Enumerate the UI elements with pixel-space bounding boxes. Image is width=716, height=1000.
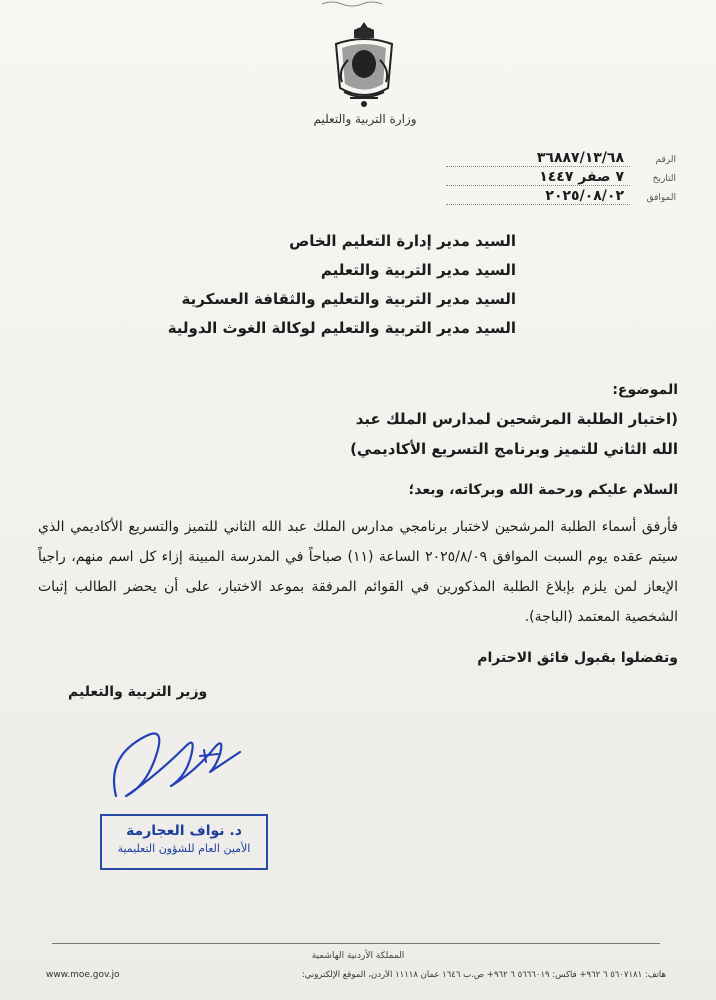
recipient-line: السيد مدير التربية والتعليم لوكالة الغوث الدولية	[167, 319, 516, 337]
ministry-header-title: وزارة التربية والتعليم	[313, 112, 417, 126]
hijri-date-value: ٧ صفر ١٤٤٧	[446, 169, 630, 186]
reference-block	[446, 150, 676, 207]
footer-contact-text: هاتف: ٥٦٠٧١٨١ ٦ ٩٦٢+ فاكس: ٥٦٦٦٠١٩ ٦ ٩٦٢+ ص.ب ١٦٤٦ عمان ١١١١٨ الأردن، الموقع الإلكتروني:	[301, 970, 666, 980]
date-label: التاريخ	[652, 174, 676, 184]
recipient-line: السيد مدير إدارة التعليم الخاص	[289, 232, 516, 250]
reference-number-row	[446, 150, 676, 169]
stamp-name: د. نواف العجارمة	[126, 823, 242, 839]
gregorian-date-value: ٢٠٢٥/٠٨/٠٢	[446, 188, 630, 205]
footer-contact	[46, 970, 666, 980]
greeting-line: السلام عليكم ورحمة الله وبركاته، وبعد؛	[408, 482, 678, 498]
corresponding-label: الموافق	[646, 193, 676, 203]
reference-number-value: ٣٦٨٨٧/١٣/٦٨	[446, 150, 630, 167]
date-row	[446, 169, 676, 188]
reference-number-label: الرقم	[655, 155, 676, 165]
gregorian-date-row	[446, 188, 676, 207]
recipient-line: السيد مدير التربية والتعليم	[320, 261, 516, 279]
recipient-line: السيد مدير التربية والتعليم والثقافة العسكرية	[181, 290, 516, 308]
handwritten-signature	[96, 706, 246, 806]
subject-label: الموضوع:	[612, 382, 678, 398]
recipients-list	[167, 228, 516, 344]
subject-block	[118, 382, 678, 464]
signer-title: وزير التربية والتعليم	[68, 684, 208, 700]
jordan-crest-icon	[328, 20, 400, 112]
subject-text: (اختبار الطلبة المرشحين لمدارس الملك عبد الله الثاني للتميز وبرنامج التسريع الأكاديمي)	[350, 410, 678, 458]
top-handwritten-mark	[320, 0, 390, 10]
stamp-role: الأمين العام للشؤون التعليمية	[117, 842, 251, 855]
footer-divider	[52, 943, 660, 944]
closing-line: وتفضلوا بقبول فائق الاحترام	[477, 650, 678, 666]
footer-country: المملكة الأردنية الهاشمية	[311, 951, 405, 961]
official-stamp	[100, 814, 268, 870]
footer-website-link[interactable]: www.moe.gov.jo	[46, 970, 120, 980]
letter-body: فأرفق أسماء الطلبة المرشحين لاختبار برنامجي مدارس الملك عبد الله الثاني للتميز والتسريع الأكاديمي الذي سيتم عقده يوم السبت الموافق ٢٠٢٥/٨/٠٩ الساعة (١١) صباحاً في المدرسة المبينة إزاء كل اسم منهم، راجياً الإيعاز لمن يلزم بإبلاغ الطلبة المذكورين في القوائم المرفقة بموعد الاختبار، على أن يحضر الطالب إثبات الشخصية المعتمد (الباجة).	[38, 519, 678, 625]
